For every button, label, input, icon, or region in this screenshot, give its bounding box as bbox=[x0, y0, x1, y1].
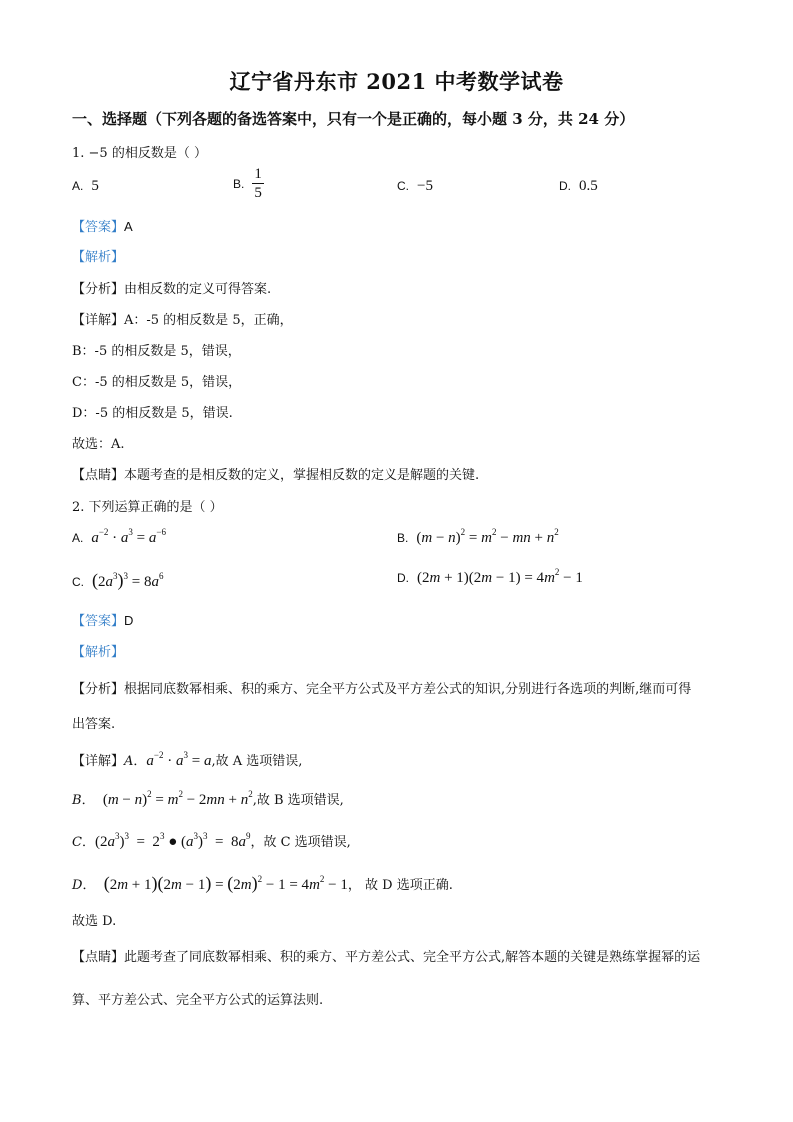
page-title: 辽宁省丹东市 2021 中考数学试卷 bbox=[229, 69, 564, 94]
detail-b-suffix: ,故 B 选项错误, bbox=[252, 793, 344, 808]
q2-choose: 故选 D. bbox=[72, 914, 117, 929]
q1-option-b bbox=[233, 165, 264, 202]
q1-option-a bbox=[72, 178, 99, 195]
fraction-numerator: 1 bbox=[254, 166, 262, 182]
q1-option-a-label: A. bbox=[72, 179, 84, 193]
detail-c-suffix: ，故 C 选项错误, bbox=[250, 835, 351, 850]
q2-option-c-formula: $(2a^3)^3 = 8a^6$ bbox=[92, 570, 164, 590]
q2-xiangjie-a: 【详解】A．$a^{-2} \cdot a^3 = a$,故 A 选项错误, bbox=[72, 750, 303, 769]
choice-letter: B bbox=[72, 793, 82, 808]
q2-dianjing-1: 【点睛】此题考查了同底数幂相乘、积的乘方、平方差公式、完全平方公式,解答本题的关键是熟练掌握幂的运 bbox=[72, 950, 701, 965]
q1-line-c: C：-5 的相反数是 5，错误， bbox=[72, 375, 242, 390]
choice-letter: A bbox=[124, 754, 134, 769]
q1-option-c-label: C. bbox=[397, 179, 409, 193]
q1-analysis-tag: 【解析】 bbox=[72, 250, 125, 265]
q2-option-d-formula: $(2m + 1)(2m - 1) = 4m^2 - 1$ bbox=[417, 567, 583, 586]
choice-letter: C bbox=[72, 835, 82, 850]
q1-dianjing: 【点睛】本题考查的是相反数的定义，掌握相反数的定义是解题的关键. bbox=[72, 468, 480, 483]
q1-option-d-value: 0.5 bbox=[579, 178, 598, 194]
q2-option-d-label: D. bbox=[397, 571, 409, 585]
q1-stem: 1. −5 的相反数是（ ） bbox=[72, 146, 207, 161]
q2-detail-b-formula: $(m - n)^2 = m^2 - 2mn + n^2$ bbox=[102, 789, 253, 808]
q1-choose: 故选：A. bbox=[72, 437, 125, 452]
q1-line-d: D：-5 的相反数是 5，错误. bbox=[72, 406, 233, 421]
q2-dianjing-2: 算、平方差公式、完全平方公式的运算法则. bbox=[72, 993, 324, 1008]
answer-tag: 【答案】 bbox=[72, 614, 125, 629]
q2-xiangjie-d: D． $(2m + 1)(2m - 1) = (2m)^2 - 1 = 4m^2 - 1$， 故 D 选项正确. bbox=[72, 873, 453, 893]
q1-option-b-fraction bbox=[252, 165, 264, 202]
q2-option-b-label: B. bbox=[397, 531, 409, 545]
q1-xiangjie: 【详解】A：-5 的相反数是 5，正确， bbox=[72, 313, 293, 328]
q2-answer bbox=[72, 610, 133, 629]
q2-option-a-label: A. bbox=[72, 531, 84, 545]
q2-detail-d-formula: $(2m + 1)(2m - 1) = (2m)^2 - 1 = 4m^2 - 1$ bbox=[103, 873, 348, 893]
q2-fenxi-1: 【分析】根据同底数幂相乘、积的乘方、完全平方公式及平方差公式的知识,分别进行各选项的判断,继而可得 bbox=[72, 682, 692, 697]
detail-a-suffix: ,故 A 选项错误, bbox=[211, 754, 303, 769]
q2-option-a-formula: $a^{-2} \cdot a^3 = a^{-6}$ bbox=[91, 527, 166, 546]
q2-option-c-label: C. bbox=[72, 575, 84, 589]
q1-option-d-label: D. bbox=[559, 179, 571, 193]
q2-detail-c-formula: $(2a^3)^3 = 2^3$ ● $(a^3)^3 = 8a^9$ bbox=[94, 831, 251, 850]
q2-option-c bbox=[72, 570, 163, 591]
q1-line-b: B：-5 的相反数是 5，错误， bbox=[72, 344, 241, 359]
answer-value: A bbox=[124, 219, 133, 234]
choice-letter: D bbox=[72, 878, 83, 893]
q2-option-d bbox=[397, 567, 583, 587]
q2-option-a bbox=[72, 527, 166, 547]
fraction-denominator: 5 bbox=[254, 185, 262, 201]
q1-option-c-value: −5 bbox=[417, 178, 433, 194]
section-heading: 一、选择题（下列各题的备选答案中，只有一个是正确的，每小题 3 分，共 24 分） bbox=[72, 110, 635, 128]
detail-d-suffix: ， 故 D 选项正确. bbox=[347, 878, 453, 893]
q1-option-b-label: B. bbox=[233, 176, 245, 191]
q2-stem: 2. 下列运算正确的是（ ） bbox=[72, 500, 223, 515]
q1-option-a-value: 5 bbox=[91, 178, 99, 194]
q1-option-d bbox=[559, 178, 598, 195]
q2-option-b-formula: $(m - n)^2 = m^2$ − mn + $n^2$ bbox=[416, 527, 559, 546]
q1-answer bbox=[72, 216, 133, 235]
q2-analysis-tag: 【解析】 bbox=[72, 645, 125, 660]
q1-fenxi: 【分析】由相反数的定义可得答案. bbox=[72, 282, 272, 297]
q2-detail-a-formula: $a^{-2} \cdot a^3 = a$ bbox=[146, 750, 212, 769]
xiangjie-prefix: 【详解】 bbox=[72, 754, 125, 769]
q2-xiangjie-b: B． $(m - n)^2 = m^2 - 2mn + n^2$,故 B 选项错误, bbox=[72, 789, 344, 808]
q2-option-b bbox=[397, 527, 559, 547]
q2-fenxi-2: 出答案. bbox=[72, 717, 116, 732]
q2-xiangjie-c: C．$(2a^3)^3 = 2^3$ ● $(a^3)^3 = 8a^9$，故 C 选项错误, bbox=[72, 831, 351, 850]
answer-tag: 【答案】 bbox=[72, 220, 125, 235]
answer-value: D bbox=[124, 613, 134, 628]
q1-option-c bbox=[397, 178, 433, 195]
